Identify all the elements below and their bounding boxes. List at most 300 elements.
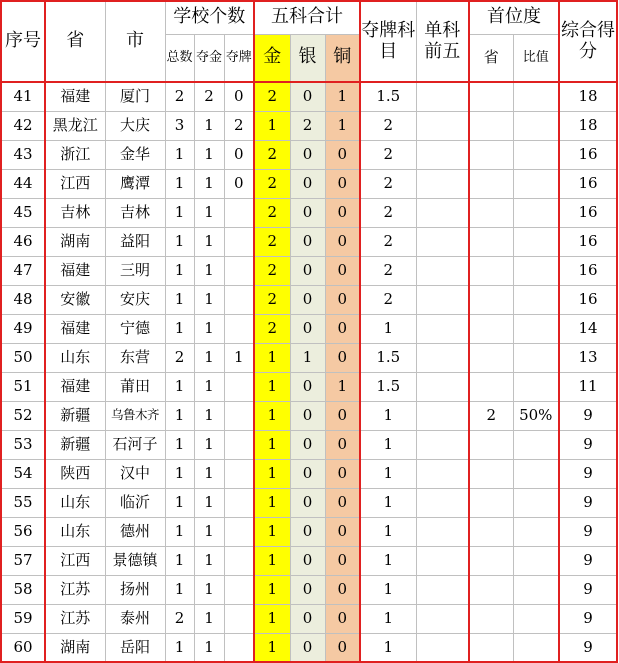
row-number: 42 [1,111,45,140]
row-score: 9 [559,401,617,430]
row-schools-total: 3 [165,111,194,140]
row-medal-subjects: 1 [360,459,416,488]
row-number: 47 [1,256,45,285]
row-score: 14 [559,314,617,343]
row-gold: 2 [254,169,290,198]
row-schools-medal [224,372,254,401]
row-bronze: 1 [325,82,360,111]
row-bronze: 0 [325,140,360,169]
row-silver: 0 [290,575,325,604]
row-schools-medal [224,546,254,575]
row-city: 东营 [105,343,165,372]
row-fp-ratio [513,546,559,575]
row-city: 益阳 [105,227,165,256]
row-city: 厦门 [105,82,165,111]
row-bronze: 0 [325,285,360,314]
row-schools-medal [224,285,254,314]
table-row [1,140,617,169]
row-medal-subjects: 1 [360,488,416,517]
row-single-top5 [416,343,469,372]
row-bronze: 0 [325,430,360,459]
row-bronze: 0 [325,633,360,662]
table-row [1,82,617,111]
row-schools-gold: 1 [194,314,224,343]
row-silver: 0 [290,633,325,662]
row-single-top5 [416,430,469,459]
row-number: 57 [1,546,45,575]
row-bronze: 0 [325,575,360,604]
row-single-top5 [416,401,469,430]
row-number: 54 [1,459,45,488]
row-medal-subjects: 2 [360,111,416,140]
row-fp-province [469,111,513,140]
row-schools-medal [224,314,254,343]
table-row [1,459,617,488]
table-row [1,604,617,633]
row-fp-ratio [513,227,559,256]
row-number: 53 [1,430,45,459]
header-gold: 金 [254,34,290,82]
row-medal-subjects: 1 [360,633,416,662]
row-bronze: 0 [325,198,360,227]
row-gold: 1 [254,111,290,140]
row-gold: 2 [254,256,290,285]
row-silver: 0 [290,430,325,459]
row-fp-province [469,633,513,662]
row-fp-ratio: 50% [513,401,559,430]
row-schools-total: 1 [165,227,194,256]
row-province: 山东 [45,517,105,546]
row-silver: 0 [290,401,325,430]
row-silver: 0 [290,604,325,633]
table-row [1,343,617,372]
row-gold: 1 [254,372,290,401]
row-single-top5 [416,488,469,517]
row-single-top5 [416,198,469,227]
row-schools-gold: 1 [194,633,224,662]
row-city: 大庆 [105,111,165,140]
row-single-top5 [416,314,469,343]
row-schools-total: 1 [165,372,194,401]
row-gold: 1 [254,575,290,604]
header-fp-province: 省 [469,34,513,82]
row-schools-medal [224,401,254,430]
row-schools-gold: 1 [194,372,224,401]
row-schools-total: 1 [165,575,194,604]
row-medal-subjects: 1.5 [360,343,416,372]
row-score: 9 [559,430,617,459]
row-number: 51 [1,372,45,401]
header-province: 省 [45,1,105,82]
row-score: 16 [559,285,617,314]
row-silver: 0 [290,256,325,285]
row-single-top5 [416,546,469,575]
row-score: 16 [559,227,617,256]
row-score: 9 [559,575,617,604]
row-gold: 2 [254,227,290,256]
header-fp-ratio: 比值 [513,34,559,82]
row-number: 41 [1,82,45,111]
row-schools-gold: 2 [194,82,224,111]
row-single-top5 [416,604,469,633]
row-fp-province [469,198,513,227]
header-single-top5: 单科前五 [416,1,469,82]
row-province: 陕西 [45,459,105,488]
row-fp-province [469,343,513,372]
row-province: 福建 [45,82,105,111]
row-medal-subjects: 2 [360,227,416,256]
row-gold: 1 [254,633,290,662]
row-fp-ratio [513,314,559,343]
row-schools-medal: 1 [224,343,254,372]
row-city: 景德镇 [105,546,165,575]
row-number: 48 [1,285,45,314]
row-city: 鹰潭 [105,169,165,198]
row-schools-medal: 0 [224,140,254,169]
row-schools-total: 1 [165,314,194,343]
row-single-top5 [416,575,469,604]
row-silver: 0 [290,314,325,343]
row-city: 汉中 [105,459,165,488]
row-city: 扬州 [105,575,165,604]
row-score: 9 [559,604,617,633]
row-province: 新疆 [45,430,105,459]
row-medal-subjects: 1 [360,575,416,604]
row-province: 黑龙江 [45,111,105,140]
row-province: 福建 [45,256,105,285]
row-score: 18 [559,82,617,111]
row-fp-province [469,575,513,604]
row-silver: 1 [290,343,325,372]
header-schools-medal: 夺牌 [224,34,254,82]
row-medal-subjects: 2 [360,256,416,285]
header-medal-subjects: 夺牌科目 [360,1,416,82]
row-score: 9 [559,517,617,546]
row-schools-total: 1 [165,401,194,430]
row-fp-ratio [513,633,559,662]
row-fp-ratio [513,517,559,546]
row-fp-province: 2 [469,401,513,430]
row-schools-medal [224,227,254,256]
row-schools-total: 2 [165,604,194,633]
row-bronze: 0 [325,488,360,517]
row-medal-subjects: 1 [360,517,416,546]
row-score: 16 [559,256,617,285]
row-bronze: 0 [325,314,360,343]
row-silver: 0 [290,372,325,401]
header-seq: 序号 [1,1,45,82]
row-schools-gold: 1 [194,111,224,140]
row-bronze: 0 [325,401,360,430]
row-medal-subjects: 1 [360,604,416,633]
row-fp-province [469,546,513,575]
row-province: 浙江 [45,140,105,169]
row-silver: 0 [290,546,325,575]
row-number: 56 [1,517,45,546]
row-number: 55 [1,488,45,517]
header-schools-total: 总数 [165,34,194,82]
row-province: 福建 [45,314,105,343]
row-province: 湖南 [45,633,105,662]
row-city: 临沂 [105,488,165,517]
row-single-top5 [416,140,469,169]
row-single-top5 [416,633,469,662]
table-row [1,198,617,227]
row-schools-total: 1 [165,546,194,575]
row-fp-ratio [513,256,559,285]
row-fp-ratio [513,430,559,459]
row-schools-medal: 2 [224,111,254,140]
row-silver: 0 [290,459,325,488]
row-medal-subjects: 2 [360,198,416,227]
row-schools-medal [224,517,254,546]
row-schools-gold: 1 [194,343,224,372]
row-gold: 1 [254,604,290,633]
row-medal-subjects: 1 [360,401,416,430]
row-schools-total: 2 [165,82,194,111]
row-medal-subjects: 1 [360,314,416,343]
row-province: 新疆 [45,401,105,430]
row-schools-total: 1 [165,633,194,662]
row-city: 岳阳 [105,633,165,662]
row-schools-gold: 1 [194,198,224,227]
row-city: 吉林 [105,198,165,227]
row-bronze: 0 [325,546,360,575]
row-silver: 0 [290,198,325,227]
row-schools-medal: 0 [224,169,254,198]
row-schools-gold: 1 [194,459,224,488]
header-city: 市 [105,1,165,82]
row-schools-medal [224,198,254,227]
row-city: 泰州 [105,604,165,633]
row-province: 福建 [45,372,105,401]
row-single-top5 [416,82,469,111]
row-schools-total: 1 [165,169,194,198]
row-province: 湖南 [45,227,105,256]
row-silver: 2 [290,111,325,140]
header-schools: 学校个数 [165,1,254,34]
row-score: 9 [559,488,617,517]
table-row [1,430,617,459]
row-schools-medal [224,459,254,488]
table-row [1,169,617,198]
table-row [1,111,617,140]
row-schools-gold: 1 [194,227,224,256]
row-silver: 0 [290,227,325,256]
row-city: 莆田 [105,372,165,401]
row-number: 58 [1,575,45,604]
row-fp-province [469,488,513,517]
row-gold: 1 [254,546,290,575]
row-schools-total: 1 [165,488,194,517]
row-single-top5 [416,227,469,256]
row-single-top5 [416,459,469,488]
row-fp-province [469,314,513,343]
row-bronze: 0 [325,256,360,285]
row-fp-province [469,82,513,111]
row-schools-medal [224,604,254,633]
row-province: 山东 [45,488,105,517]
table-row [1,633,617,662]
row-fp-province [469,256,513,285]
row-medal-subjects: 2 [360,140,416,169]
row-schools-gold: 1 [194,546,224,575]
row-fp-province [469,517,513,546]
table-row [1,517,617,546]
row-score: 18 [559,111,617,140]
header-score: 综合得分 [559,1,617,82]
row-score: 16 [559,140,617,169]
row-schools-total: 1 [165,285,194,314]
row-schools-gold: 1 [194,575,224,604]
row-fp-province [469,604,513,633]
row-schools-medal [224,488,254,517]
row-city: 德州 [105,517,165,546]
row-city: 宁德 [105,314,165,343]
row-fp-ratio [513,488,559,517]
row-fp-ratio [513,372,559,401]
row-schools-total: 1 [165,256,194,285]
row-province: 江西 [45,546,105,575]
row-schools-medal: 0 [224,82,254,111]
row-silver: 0 [290,82,325,111]
row-fp-ratio [513,169,559,198]
row-score: 9 [559,633,617,662]
row-number: 45 [1,198,45,227]
row-bronze: 1 [325,372,360,401]
row-gold: 1 [254,459,290,488]
row-gold: 1 [254,430,290,459]
row-score: 9 [559,546,617,575]
row-schools-medal [224,430,254,459]
row-schools-gold: 1 [194,169,224,198]
row-single-top5 [416,372,469,401]
row-number: 52 [1,401,45,430]
row-gold: 1 [254,488,290,517]
row-bronze: 0 [325,459,360,488]
row-fp-ratio [513,140,559,169]
row-fp-province [469,430,513,459]
row-gold: 1 [254,517,290,546]
row-number: 46 [1,227,45,256]
row-score: 16 [559,169,617,198]
table-row [1,372,617,401]
row-schools-gold: 1 [194,285,224,314]
table-row [1,401,617,430]
table-row [1,314,617,343]
row-province: 吉林 [45,198,105,227]
row-gold: 1 [254,343,290,372]
row-single-top5 [416,256,469,285]
row-schools-total: 1 [165,198,194,227]
row-schools-medal [224,256,254,285]
row-gold: 2 [254,314,290,343]
header-first-place: 首位度 [469,1,559,34]
row-bronze: 0 [325,169,360,198]
row-province: 山东 [45,343,105,372]
table-row [1,285,617,314]
row-schools-gold: 1 [194,488,224,517]
row-bronze: 0 [325,343,360,372]
row-medal-subjects: 1 [360,546,416,575]
row-schools-medal [224,575,254,604]
row-number: 44 [1,169,45,198]
row-number: 49 [1,314,45,343]
header-schools-gold: 夺金 [194,34,224,82]
row-schools-total: 2 [165,343,194,372]
row-bronze: 0 [325,604,360,633]
row-score: 16 [559,198,617,227]
row-medal-subjects: 1 [360,430,416,459]
row-fp-province [469,169,513,198]
row-city: 安庆 [105,285,165,314]
row-fp-ratio [513,343,559,372]
table-row [1,256,617,285]
row-number: 60 [1,633,45,662]
row-city: 金华 [105,140,165,169]
row-bronze: 0 [325,227,360,256]
row-silver: 0 [290,140,325,169]
row-fp-ratio [513,459,559,488]
row-medal-subjects: 1.5 [360,82,416,111]
row-gold: 1 [254,401,290,430]
row-gold: 2 [254,82,290,111]
row-schools-total: 1 [165,430,194,459]
row-city: 三明 [105,256,165,285]
row-province: 江西 [45,169,105,198]
row-city: 乌鲁木齐 [105,401,165,430]
row-medal-subjects: 2 [360,169,416,198]
row-schools-total: 1 [165,459,194,488]
header-five-subjects: 五科合计 [254,1,360,34]
row-fp-province [469,227,513,256]
row-fp-province [469,372,513,401]
row-single-top5 [416,169,469,198]
row-bronze: 1 [325,111,360,140]
row-gold: 2 [254,285,290,314]
row-schools-total: 1 [165,517,194,546]
row-number: 59 [1,604,45,633]
row-fp-ratio [513,198,559,227]
row-score: 13 [559,343,617,372]
row-schools-gold: 1 [194,256,224,285]
row-number: 43 [1,140,45,169]
row-fp-ratio [513,82,559,111]
row-gold: 2 [254,140,290,169]
row-schools-gold: 1 [194,430,224,459]
table-row [1,488,617,517]
row-fp-ratio [513,604,559,633]
row-silver: 0 [290,285,325,314]
row-single-top5 [416,111,469,140]
table-row [1,227,617,256]
row-silver: 0 [290,488,325,517]
row-schools-gold: 1 [194,604,224,633]
row-schools-gold: 1 [194,140,224,169]
row-silver: 0 [290,517,325,546]
table-row [1,546,617,575]
row-province: 安徽 [45,285,105,314]
row-city: 石河子 [105,430,165,459]
row-score: 9 [559,459,617,488]
row-schools-total: 1 [165,140,194,169]
row-gold: 2 [254,198,290,227]
row-schools-medal [224,633,254,662]
row-fp-province [469,140,513,169]
row-medal-subjects: 1.5 [360,372,416,401]
row-score: 11 [559,372,617,401]
row-fp-ratio [513,111,559,140]
